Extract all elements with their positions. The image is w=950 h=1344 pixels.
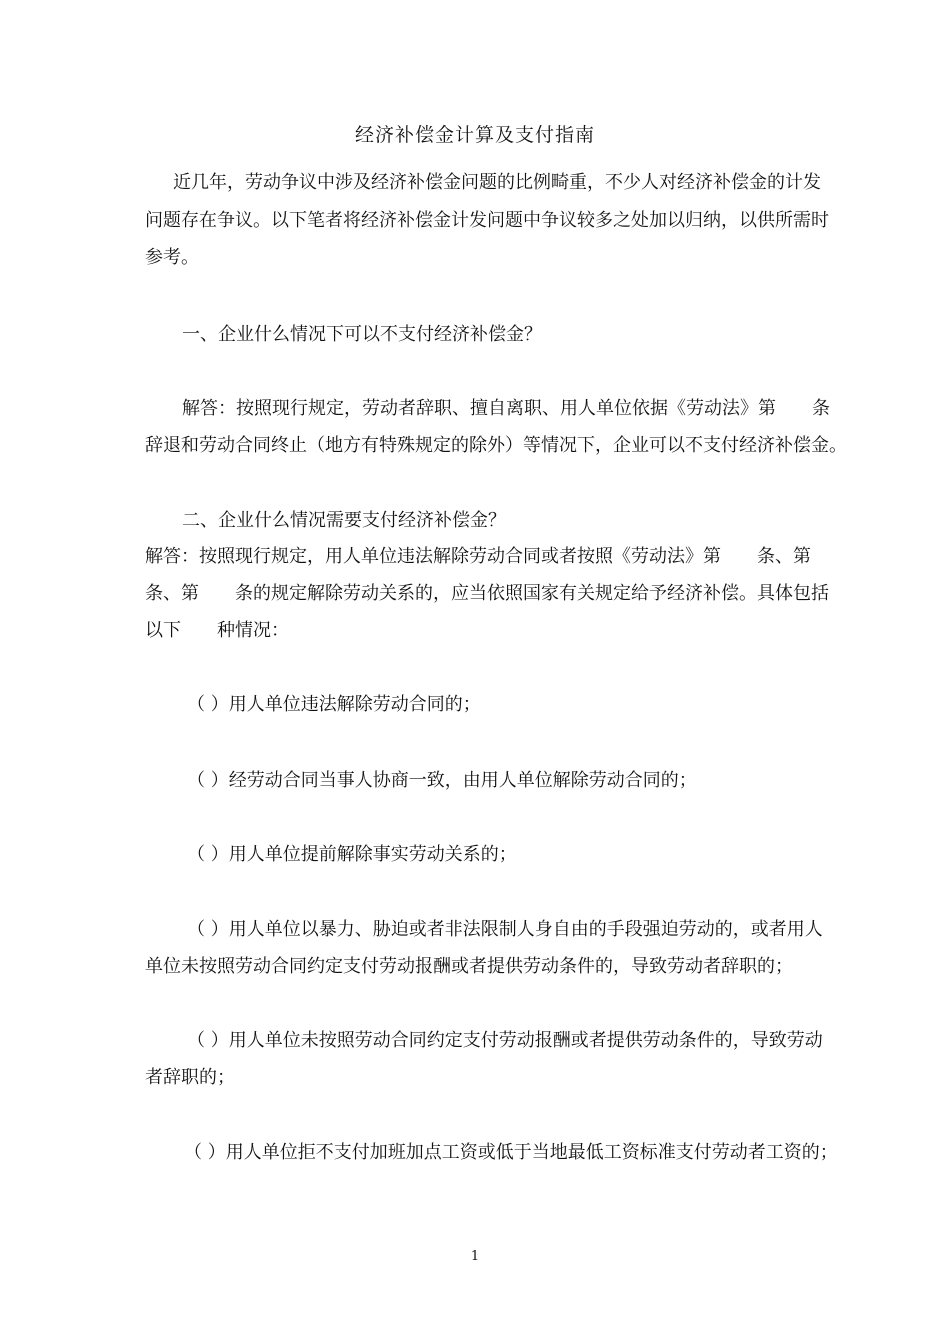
question-2-answer-line-2: 条、第 条的规定解除劳动关系的，应当依照国家有关规定给予经济补偿。具体包括 — [145, 583, 829, 604]
intro-line-1: 近几年，劳动争议中涉及经济补偿金问题的比例畸重，不少人对经济补偿金的计发 — [173, 172, 821, 193]
list-item-6: （ ）用人单位拒不支付加班加点工资或低于当地最低工资标准支付劳动者工资的； — [184, 1142, 838, 1163]
intro-line-2: 问题存在争议。以下笔者将经济补偿金计发问题中争议较多之处加以归纳，以供所需时 — [145, 210, 829, 231]
list-item-5-line-1: （ ）用人单位未按照劳动合同约定支付劳动报酬或者提供劳动条件的，导致劳动 — [187, 1030, 823, 1051]
question-2-answer-line-1: 解答：按照现行规定，用人单位违法解除劳动合同或者按照《劳动法》第 条、第 — [145, 546, 811, 567]
list-item-1: （ ）用人单位违法解除劳动合同的； — [187, 694, 481, 715]
document-title: 经济补偿金计算及支付指南 — [354, 124, 595, 146]
list-item-5-line-2: 者辞职的； — [145, 1067, 235, 1088]
list-item-4-line-1: （ ）用人单位以暴力、胁迫或者非法限制人身自由的手段强迫劳动的，或者用人 — [187, 919, 823, 940]
question-1-answer-line-2: 辞退和劳动合同终止（地方有特殊规定的除外）等情况下，企业可以不支付经济补偿金。 — [145, 435, 847, 456]
list-item-3: （ ）用人单位提前解除事实劳动关系的； — [187, 844, 517, 865]
question-2-answer-line-3: 以下 种情况： — [145, 620, 289, 641]
intro-line-3: 参考。 — [145, 247, 199, 268]
list-item-2: （ ）经劳动合同当事人协商一致，由用人单位解除劳动合同的； — [187, 770, 697, 791]
question-1-answer-line-1: 解答：按照现行规定，劳动者辞职、擅自离职、用人单位依据《劳动法》第 条 — [182, 398, 830, 419]
question-2-heading: 二、企业什么情况需要支付经济补偿金？ — [182, 510, 506, 531]
page-number: 1 — [470, 1249, 480, 1264]
question-1-heading: 一、企业什么情况下可以不支付经济补偿金？ — [182, 324, 542, 345]
list-item-4-line-2: 单位未按照劳动合同约定支付劳动报酬或者提供劳动条件的，导致劳动者辞职的； — [145, 956, 793, 977]
